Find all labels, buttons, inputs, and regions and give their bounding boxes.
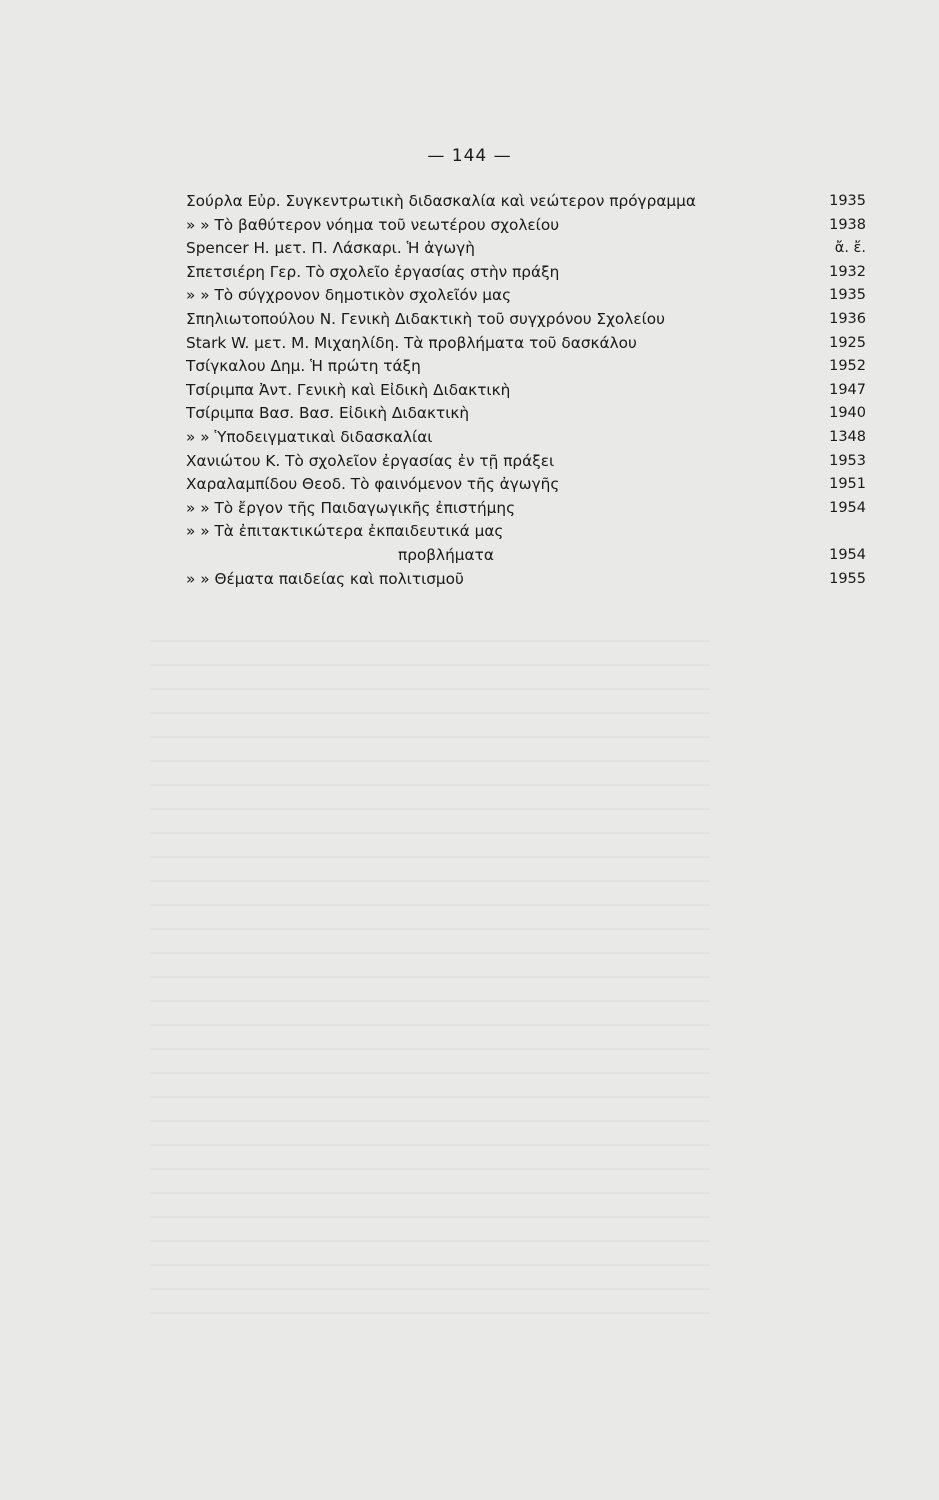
list-item (186, 426, 866, 450)
entry-year: 1935 (829, 193, 866, 209)
list-item (186, 473, 866, 497)
entry-text: » » Ὑποδειγματικαὶ διδασκαλίαι (186, 427, 433, 446)
entry-text: Stark W. μετ. Μ. Μιχαηλίδη. Τὰ προβλήματα τοῦ δασκάλου (186, 333, 637, 352)
entry-year: 1954 (829, 499, 866, 516)
list-item (186, 237, 866, 261)
entry-text: » » Τὸ βαθύτερον νόημα τοῦ νεωτέρου σχολείου (186, 215, 560, 234)
entry-text: Χανιώτου Κ. Τὸ σχολεῖον ἐργασίας ἐν τῇ πράξει (186, 451, 555, 470)
entry-text: Τσίριμπα Βασ. Βασ. Εἰδικὴ Διδακτικὴ (186, 404, 470, 423)
list-item (186, 355, 866, 379)
entry-text: Τσίγκαλου Δημ. Ἡ πρώτη τάξη (186, 357, 421, 376)
entry-text: Σπηλιωτοπούλου Ν. Γενικὴ Διδακτικὴ τοῦ συγχρόνου Σχολείου (186, 309, 665, 328)
entry-text: » » Τὰ ἐπιτακτικώτερα ἐκπαιδευτικά μας (186, 522, 504, 541)
entry-year: 1947 (829, 381, 866, 398)
list-item (186, 284, 866, 308)
entry-year: ἄ. ἔ. (834, 240, 866, 257)
bleed-through-texture (150, 640, 710, 1320)
entry-text: » » Τὸ σύγχρονον δημοτικὸν σχολεῖόν μας (186, 286, 512, 305)
bibliography-list (186, 190, 866, 591)
entry-year: 1938 (829, 216, 866, 233)
entry-text: προβλήματα (398, 545, 494, 564)
entry-text: Σούρλα Εὐρ. Συγκεντρωτικὴ διδασκαλία καὶ νεώτερον πρόγραμμα (186, 192, 696, 210)
list-item (186, 497, 866, 521)
entry-text: » » Θέματα παιδείας καὶ πολιτισμοῦ (186, 569, 464, 588)
list-item (186, 450, 866, 474)
entry-text: Spencer H. μετ. Π. Λάσκαρι. Ἡ ἀγωγὴ (186, 239, 475, 258)
list-item (186, 568, 866, 592)
list-item (186, 308, 866, 332)
list-item (186, 190, 866, 214)
list-item (186, 261, 866, 285)
entry-year: 1954 (829, 546, 866, 563)
entry-year: 1935 (829, 287, 866, 304)
list-item (186, 402, 866, 426)
entry-year: 1951 (829, 476, 866, 493)
list-item (186, 379, 866, 403)
list-item-continuation (186, 544, 866, 568)
page-number: — 144 — (427, 146, 512, 166)
entry-text: Τσίριμπα Ἀντ. Γενικὴ καὶ Εἰδικὴ Διδακτικὴ (186, 380, 511, 399)
entry-year: 1932 (829, 263, 866, 280)
list-item (186, 214, 866, 238)
entry-year: 1936 (829, 310, 866, 327)
entry-year: 1952 (829, 358, 866, 375)
list-item (186, 520, 866, 544)
entry-year: 1348 (829, 428, 866, 445)
entry-text: » » Τὸ ἔργον τῆς Παιδαγωγικῆς ἐπιστήμης (186, 498, 516, 517)
entry-year: 1953 (829, 452, 866, 469)
list-item (186, 332, 866, 356)
entry-year: 1925 (829, 334, 866, 351)
entry-text: Σπετσιέρη Γερ. Τὸ σχολεῖο ἐργασίας στὴν πράξη (186, 262, 560, 281)
entry-year: 1955 (829, 570, 866, 587)
entry-text: Χαραλαμπίδου Θεοδ. Τὸ φαινόμενον τῆς ἀγωγῆς (186, 475, 560, 494)
entry-year: 1940 (829, 405, 866, 422)
